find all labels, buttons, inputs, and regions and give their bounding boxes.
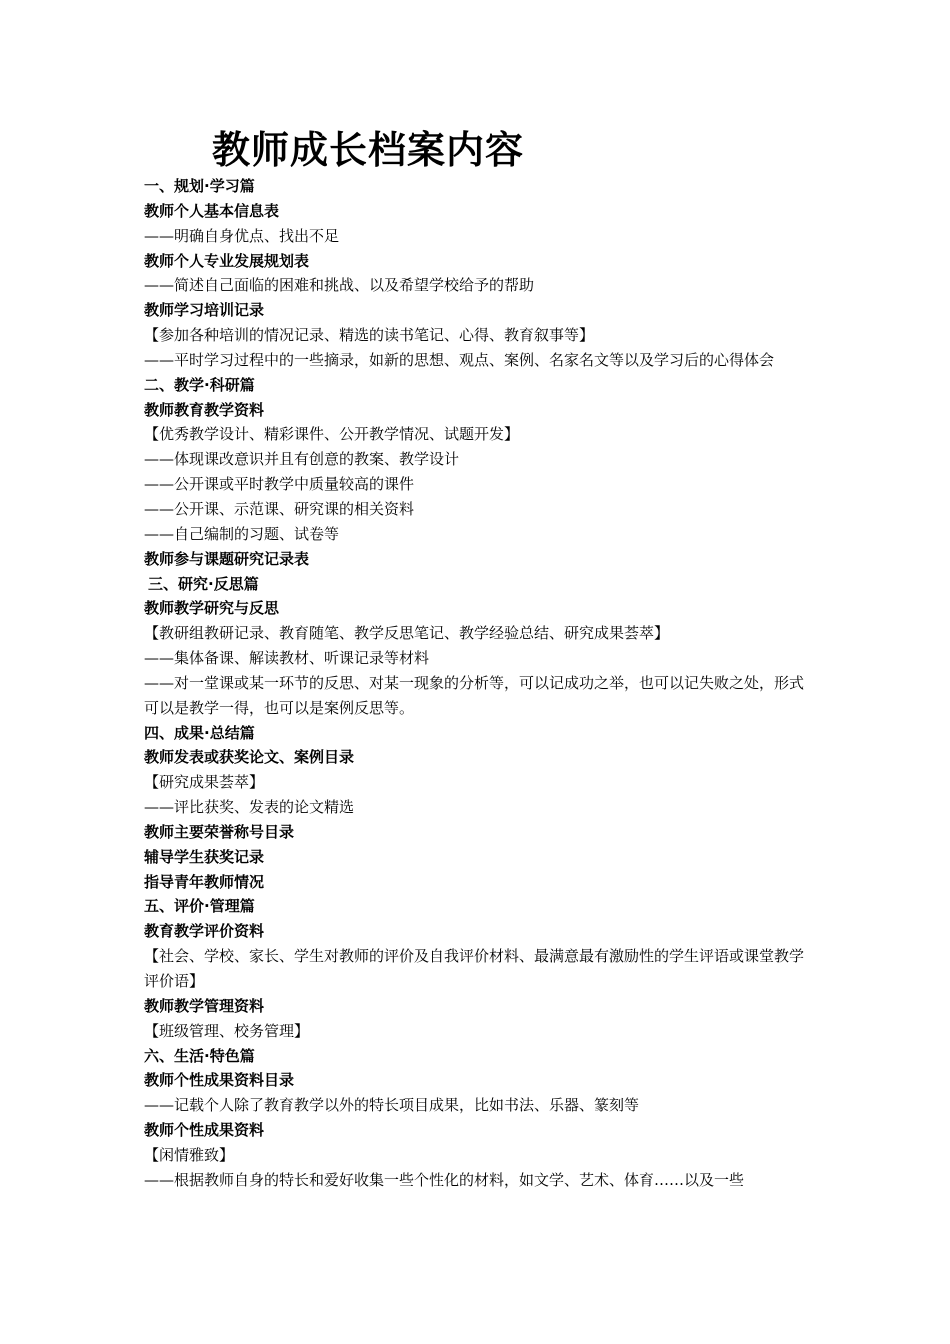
section-heading: 教师教学管理资料	[144, 996, 265, 1015]
section-heading: 二、教学·科研篇	[144, 375, 255, 394]
text-line: ——自己编制的习题、试卷等	[144, 524, 340, 543]
text-line: ——简述自己面临的困难和挑战、以及希望学校给予的帮助	[144, 276, 535, 295]
text-line: ——体现课改意识并且有创意的教案、教学设计	[144, 450, 460, 469]
section-heading: 教师教学研究与反思	[144, 599, 280, 618]
text-line: 【研究成果荟萃】	[144, 773, 265, 792]
section-heading: 教师个人基本信息表	[144, 201, 280, 220]
section-heading: 教师个性成果资料目录	[144, 1071, 295, 1090]
text-line: 【社会、学校、家长、学生对教师的评价及自我评价材料、最满意最有激励性的学生评语或课堂教学评价语】	[144, 947, 805, 990]
section-heading: 教师教育教学资料	[144, 400, 265, 419]
section-heading: 指导青年教师情况	[144, 872, 265, 891]
text-line: 【闲情雅致】	[144, 1145, 235, 1164]
section-heading: 教师发表或获奖论文、案例目录	[144, 748, 355, 767]
text-line: ——公开课、示范课、研究课的相关资料	[144, 499, 415, 518]
section-heading: 三、研究·反思篇	[148, 574, 259, 593]
text-line: ——根据教师自身的特长和爱好收集一些个性化的材料，如文学、艺术、体育……以及一些	[144, 1170, 745, 1189]
section-heading: 一、规划·学习篇	[144, 177, 255, 195]
text-line: ——平时学习过程中的一些摘录，如新的思想、观点、案例、名家名文等以及学习后的心得体会	[144, 350, 775, 369]
document-body	[144, 174, 812, 1193]
document-title: 教师成长档案内容	[212, 127, 525, 172]
section-heading: 四、成果·总结篇	[144, 723, 255, 742]
section-heading: 五、评价·管理篇	[144, 897, 255, 916]
text-line: ——明确自身优点、找出不足	[144, 226, 340, 245]
section-heading: 辅导学生获奖记录	[144, 847, 265, 866]
section-heading: 教师个性成果资料	[144, 1121, 265, 1140]
text-line: ——公开课或平时教学中质量较高的课件	[144, 475, 415, 494]
section-heading: 六、生活·特色篇	[144, 1046, 255, 1065]
text-line: ——对一堂课或某一环节的反思、对某一现象的分析等，可以记成功之举，也可以记失败之处，形式可以是教学一得，也可以是案例反思等。	[144, 673, 805, 717]
section-heading: 教育教学评价资料	[144, 922, 265, 941]
section-heading: 教师个人专业发展规划表	[144, 251, 310, 270]
text-line: 【班级管理、校务管理】	[144, 1021, 310, 1040]
text-line: 【教研组教研记录、教育随笔、教学反思笔记、教学经验总结、研究成果荟萃】	[144, 624, 670, 643]
text-line: ——集体备课、解读教材、听课记录等材料	[144, 649, 430, 668]
section-heading: 教师参与课题研究记录表	[144, 549, 310, 568]
text-line: ——记载个人除了教育教学以外的特长项目成果，比如书法、乐器、篆刻等	[144, 1096, 640, 1115]
section-heading: 教师学习培训记录	[144, 301, 265, 320]
text-line: 【参加各种培训的情况记录、精选的读书笔记、心得、教育叙事等】	[144, 326, 595, 345]
text-line: ——评比获奖、发表的论文精选	[144, 798, 355, 817]
text-line: 【优秀教学设计、精彩课件、公开教学情况、试题开发】	[144, 425, 520, 444]
section-heading: 教师主要荣誉称号目录	[144, 822, 295, 841]
